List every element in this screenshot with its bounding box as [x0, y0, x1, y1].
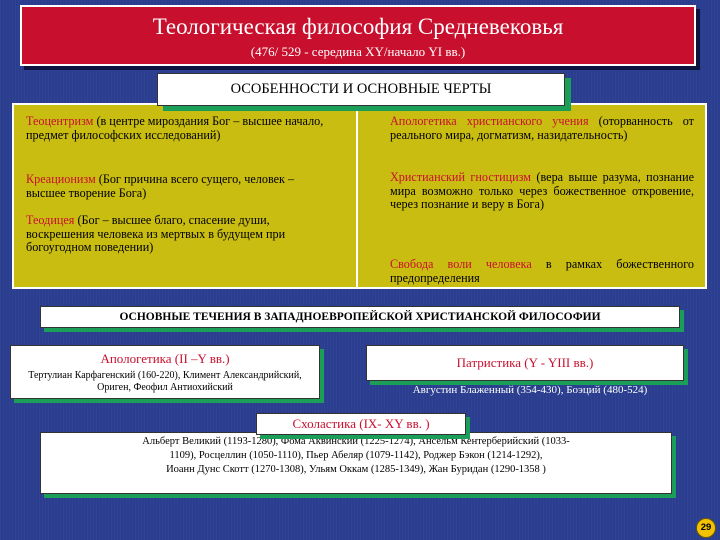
page-subtitle: (476/ 529 - середина XY/начало YI вв.) [250, 44, 466, 59]
left-item-text: (Бог – высшее благо, спасение души, воскрешения человека из мертвых в будущем при богоугодном поведении) [26, 213, 286, 255]
page-number-badge: 29 [696, 518, 716, 538]
page-title: Теологическая философия Средневековья [152, 14, 564, 39]
left-item-theocentrism [26, 115, 332, 142]
right-item-text: (вера выше разума, познание мира возможно только через божественное откровение, через познание и веру в Бога) [390, 170, 694, 212]
features-heading: ОСОБЕННОСТИ И ОСНОВНЫЕ ЧЕРТЫ [157, 73, 565, 106]
right-item-gnosticism [390, 171, 694, 212]
right-item-text: (оторванность от реального мира, догматизм, назидательность) [390, 114, 695, 142]
patristics-title: Патристика (Y - YIII вв.) [456, 355, 594, 370]
scholastics-names-line-3: Иоанн Дунс Скотт (1270-1308), Ульям Оккам (1285-1349), Жан Буридан (1290-1358 ) [166, 464, 546, 475]
left-item-term: Креационизм [26, 172, 96, 186]
right-item-term: Христианский гностицизм [390, 170, 531, 184]
currents-heading: ОСНОВНЫЕ ТЕЧЕНИЯ В ЗАПАДНОЕВРОПЕЙСКОЙ ХРИСТИАНСКОЙ ФИЛОСОФИИ [40, 306, 680, 328]
scholastics-title: Схоластика (IX- XY вв. ) [292, 416, 430, 431]
scholastics-names-box [40, 432, 672, 494]
patristics-names: Августин Блаженный (354-430), Боэций (480-524) [412, 384, 648, 396]
right-item-term: Апологетика христианского учения [390, 114, 589, 128]
left-item-creationism [26, 173, 332, 200]
right-item-term: Свобода воли человека [390, 257, 532, 271]
title-banner [20, 5, 696, 66]
patristics-box [366, 345, 684, 381]
apologetics-box [10, 345, 320, 399]
right-item-free-will [390, 258, 694, 285]
left-item-text: (Бог причина всего сущего, человек – высшее творение Бога) [26, 172, 295, 200]
left-item-term: Теоцентризм [26, 114, 94, 128]
scholastics-names-line-2: 1109), Росцеллин (1050-1110), Пьер Абеляр (1079-1142), Роджер Бэкон (1214-1292), [169, 450, 543, 461]
left-item-theodicy [26, 214, 332, 255]
right-item-apologetics [390, 115, 694, 142]
scholastics-title-box [256, 413, 466, 435]
left-item-text: (в центре мироздания Бог – высшее начало, предмет философских исследований) [26, 114, 324, 142]
left-item-term: Теодицея [26, 213, 75, 227]
apologetics-names: Тертулиан Карфагенский (160-220), Климент Александрийский, Ориген, Феофил Антиохийский [28, 370, 302, 393]
panel-divider [356, 105, 358, 287]
right-item-text: в рамках божественного предопределения [390, 257, 694, 285]
apologetics-title: Апологетика (II –Y вв.) [100, 351, 230, 366]
scholastics-names-line-1: Альберт Великий (1193-1280), Фома Аквинский (1225-1274), Ансельм Кентерберийский (1033- [142, 436, 570, 447]
